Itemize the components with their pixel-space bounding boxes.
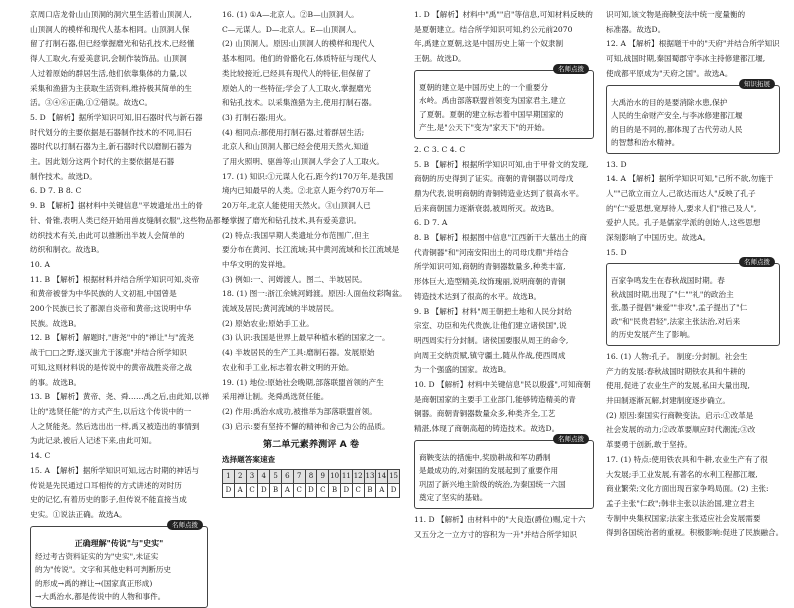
text-line: 和钻孔技术。以采集渔猎为主,使用打制石器。	[222, 98, 377, 108]
text-line: 留了打制石器,但已经掌握磨光和钻孔技术,已经懂	[30, 39, 195, 49]
text-line: 14. A 【解析】据所学知识可知,"己所不欲,勿施于	[606, 174, 774, 184]
tip-line: 的历史发展产生了影响。	[611, 330, 695, 340]
question-number-cell: 1	[223, 470, 235, 484]
text-line: 史实。①说法正确。故选A。	[30, 509, 127, 519]
tip-box-shang-yang	[414, 434, 594, 509]
text-line: 9. B 【解析】材料"周王朝把土地和人民分封给	[414, 306, 572, 316]
column-4-text-b	[606, 158, 780, 261]
text-line: C—元谋人。D—北京人。E—山顶洞人。	[222, 24, 361, 34]
answer-cell: D	[223, 484, 235, 498]
column-3-text-c	[414, 513, 594, 542]
tip-line: 是最成功的,对秦国的发展起到了重要作用	[419, 466, 559, 476]
text-line: 为一个强盛的国家。故选B。	[414, 365, 511, 375]
tip-box-tag: 名师点拨	[553, 64, 589, 74]
text-line: 山顶洞人的模样和现代人基本相同。山顶洞人保	[30, 24, 190, 34]
tip-line: 人民的生命财产安全,与李冰修建都江堰	[611, 111, 743, 121]
column-3-text-b	[414, 143, 594, 437]
answer-cell: C	[352, 484, 364, 498]
question-number-cell: 13	[364, 470, 376, 484]
tip-line: 奠定了坚实的基础。	[419, 493, 488, 503]
text-line: 12. A 【解析】根据题干中的"天府"并结合所学知识	[606, 39, 780, 49]
tip-line: 巩固了新兴地主阶级的统治,为秦国统一六国	[419, 479, 566, 489]
text-line: 10. A	[30, 259, 50, 269]
text-line: (3) 打制石器;用火。	[222, 112, 291, 122]
text-line: 井田制逐渐瓦解,封建制度逐步确立。	[606, 396, 730, 406]
tip-line: 的形成→禹的禅让→(国家真正形成)	[35, 578, 153, 588]
text-line: 1. D 【解析】材料中"禹""启"等信息,可知材料反映的	[414, 10, 593, 19]
text-line: 15. A 【解析】据所学知识可知,远古时期的神话与	[30, 465, 200, 475]
tip-box-body	[611, 96, 775, 150]
answer-cell: B	[329, 484, 341, 498]
answer-key-numbers	[223, 470, 400, 484]
text-line: 经掌握了磨光和钻孔技术,具有爱美意识。	[222, 215, 362, 225]
text-line: 人""己欲立而立人,己欲达而达人"反映了孔子	[606, 188, 756, 198]
text-line: 19. (1) 地位:原始社会晚期,部落联盟首领的产生	[222, 377, 384, 387]
text-line: (4) 相同点:都使用打制石器,过着群居生活;	[222, 127, 365, 137]
text-line: 2. C 3. C 4. C	[414, 144, 466, 154]
answer-key-grid	[222, 469, 400, 498]
text-line: 得到各国统治者的重视。积极影响:促进了民族融合。	[606, 528, 784, 538]
tip-line: 商鞅变法的措施中,奖励耕战和军功爵制	[419, 452, 551, 462]
text-line: 战于□□之野,遂灭蚩尤于涿鹿"并结合所学知识	[30, 348, 187, 358]
section-title: 第二单元素养测评 A 卷	[262, 439, 360, 451]
text-line: (2) 原始农业;原始手工业。	[222, 318, 314, 328]
tip-box-tag: 名师点拨	[167, 520, 203, 530]
text-line: 革要勇于创新,敢于坚持。	[606, 440, 692, 450]
answer-cell: D	[340, 484, 352, 498]
tip-line: 张,墨子提倡"兼爱""非攻",孟子提出了"仁	[611, 303, 748, 313]
tip-line: 的智慧和治水精神。	[611, 138, 680, 148]
text-line: 类比较接近,已经具有现代人的特征,但保留了	[222, 68, 372, 78]
text-line: 爱护人民。孔子是儒家学派的创始人,这些思想	[606, 218, 761, 228]
text-line: 史的记忆,有着历史的影子,但传说不能直接当成	[30, 495, 187, 505]
tip-box-legend-history	[30, 520, 208, 608]
text-line: 北京人和山顶洞人都已经会使用天然火,知道	[222, 142, 369, 152]
text-line: 王朝。故选D。	[414, 54, 466, 64]
text-line: 20万年,北京人能使用天然火。③山顶洞人已	[222, 201, 371, 211]
answer-cell: C	[293, 484, 305, 498]
text-line: 代青铜器"和"河南安阳出土的司母戊鼎"并结合	[414, 247, 569, 257]
tip-line: 大禹治水的目的是要消除水患,保护	[611, 97, 728, 107]
text-line: 纺织技术有关,由此可以推断出半坡人会简单的	[30, 230, 185, 240]
answer-cell: B	[364, 484, 376, 498]
text-line: 中华文明的发祥地。	[222, 259, 291, 269]
question-number-cell: 3	[246, 470, 258, 484]
tip-line: 夏朝的建立是中国历史上的一个重要分	[419, 82, 549, 92]
text-line: 6. D 7. A	[414, 218, 448, 228]
answer-cell: A	[376, 484, 388, 498]
answer-cell: C	[317, 484, 329, 498]
answer-cell: D	[305, 484, 317, 498]
text-line: 针、骨锥,表明人类已经开始用兽皮缝制衣服",这些物品都与	[30, 215, 229, 225]
text-line: (4) 半坡居民的生产工具:磨制石器。发展原始	[222, 348, 375, 358]
text-line: 孟子主张"仁政";韩非主张以法治国,建立君主	[606, 498, 755, 508]
text-line: (3) 启示:要有坚持不懈的精神和舍己为公的品质。	[222, 421, 390, 431]
tip-line: →大禹治水,都是传说中的人物和事件。	[35, 592, 166, 602]
text-line: 社会发展的动力;②改革要顺应时代潮流;③改	[606, 425, 756, 435]
column-2-text	[222, 8, 407, 434]
text-line: 5. B 【解析】根据所学知识可知,由于甲骨文的发现,	[414, 159, 589, 169]
text-line: 器时代以打制石器为主,新石器时代以磨制石器为	[30, 142, 192, 152]
tip-line: 秋战国时期,出现了"仁""礼"的政治主	[611, 289, 734, 299]
text-line: 了用火照明、驱兽等;山顶洞人学会了人工取火。	[222, 157, 385, 167]
answer-cell: A	[234, 484, 246, 498]
text-line: 明西周实行分封制。诸侯国要服从周王的命令,	[414, 335, 569, 345]
question-number-cell: 5	[270, 470, 282, 484]
text-line: 的"仁"爱思想,宽厚待人,要求人们"推己及人",	[606, 203, 757, 213]
answer-cell: B	[270, 484, 282, 498]
text-line: 时代划分的主要依据是石器制作技术的不同,旧石	[30, 127, 192, 137]
text-line: 产力的发展:春秋战国时期铁农具和牛耕的	[606, 366, 746, 376]
tip-box-tag: 名师点拨	[739, 257, 775, 267]
text-line: 年,禹建立夏朝,这是中国历史上第一个奴隶制	[414, 39, 564, 49]
text-line: 人过着原始的群居生活,他们依靠集体的力量,以	[30, 68, 187, 78]
text-line: 鼎为代表,说明商朝的青铜铸造业达到了很高水平。	[414, 188, 584, 198]
answer-cell: D	[258, 484, 270, 498]
question-number-cell: 10	[329, 470, 341, 484]
text-line: 商朝的历史得到了证实。商朝的青铜器以司母戊	[414, 174, 574, 184]
tip-box-body	[419, 451, 589, 505]
tip-box-body	[35, 550, 203, 604]
tip-box-tag: 知识拓展	[739, 79, 775, 89]
text-line: 5. D 【解析】据所学知识可知,旧石器时代与新石器	[30, 112, 203, 122]
text-line: 农业和手工业,标志着农耕文明的开始。	[222, 362, 354, 372]
question-number-cell: 2	[234, 470, 246, 484]
text-line: 是商朝国家的主要手工业部门,能够铸造精美的青	[414, 394, 576, 404]
text-line: 流域及居民;黄河流域的半坡居民。	[222, 304, 339, 314]
text-line: 可知,战国时期,秦国蜀郡守李冰主持修建都江堰,	[606, 54, 766, 64]
tip-line: 百家争鸣发生在春秋战国时期。春	[611, 276, 725, 286]
question-number-cell: 14	[376, 470, 388, 484]
text-line: 让的"选贤任能"的方式产生,以后这个传说中的一	[30, 406, 192, 416]
question-number-cell: 4	[258, 470, 270, 484]
tip-line: 水岭。禹由部落联盟首领变为国家君主,建立	[419, 96, 566, 106]
text-line: 14. C	[30, 451, 51, 461]
text-line: 向周王交纳贡赋,镇守疆土,随从作战,使西周成	[414, 350, 566, 360]
column-1	[30, 8, 229, 602]
text-line: 境内已知最早的人类。②北京人距今约70万年—	[222, 186, 384, 196]
answer-cell: A	[281, 484, 293, 498]
column-4	[606, 8, 784, 555]
text-line: 200个民族已长了都源自炎帝和黄帝;这说明中华	[30, 304, 192, 314]
text-line: (2) 原因:秦国实行商鞅变法。启示:①改革是	[606, 410, 754, 420]
text-line: 制作技术。故选D。	[30, 171, 97, 181]
text-line: 11. D 【解析】由材料中的"大良造(爵位)赐,定十六	[414, 514, 586, 524]
text-line: 专制中央集权国家;法家主张适应社会发展需要	[606, 513, 761, 523]
text-line: 精湛,体现了商朝高超的铸造技术。故选D。	[414, 424, 560, 434]
text-line: 民族。故选B。	[30, 318, 82, 328]
tip-line: 了夏朝。夏朝的建立标志着中国早期国家的	[419, 109, 564, 119]
text-line: 又五分之一立方寸的容积为一升"并结合所学知识	[414, 529, 577, 539]
column-2	[222, 8, 407, 555]
question-number-cell: 7	[293, 470, 305, 484]
answer-key-answers	[223, 484, 400, 498]
question-number-cell: 11	[340, 470, 352, 484]
text-line: 人之贤能尧。然后选出出一样,禹又被造出的事情到	[30, 421, 200, 431]
text-line: 8. B 【解析】根据图中信息"江西新干大墓出土的商	[414, 233, 588, 243]
text-line: 基本相同。他们的骨骼化石,体质特征与现代人	[222, 54, 377, 64]
question-number-cell: 9	[317, 470, 329, 484]
text-line: 16. (1) 人物:孔子。 制度:分封制。社会生	[606, 351, 748, 361]
question-number-cell: 8	[305, 470, 317, 484]
text-line: 12. B 【解析】解题时,"唐尧"中的"禅让"与"流尧	[30, 333, 194, 343]
text-line: 主。因此划分这两个时代的主要依据是石器	[30, 157, 175, 167]
answer-cell: C	[246, 484, 258, 498]
text-line: 使成都平原成为"天府之国"。故选A。	[606, 68, 733, 78]
text-line: 所学知识可知,商朝的青铜器数量多,种类丰富,	[414, 262, 566, 272]
tip-line: 产生,是"公天下"变为"家天下"的开始。	[419, 123, 550, 133]
text-line: (3) 例如:一、河姆渡人。图二、半坡居民。	[222, 274, 367, 284]
text-line: 为此记录,被后人记述下来,由此可知。	[30, 436, 157, 446]
text-line: 6. D 7. B 8. C	[30, 186, 82, 196]
text-line: 深刻影响了中国历史。故选A。	[606, 233, 711, 243]
column-4-text-c	[606, 350, 784, 541]
text-line: 铜器。商朝青铜器数量众多,种类齐全,工艺	[414, 409, 556, 419]
question-number-cell: 15	[388, 470, 400, 484]
tip-box-flood-control	[606, 79, 780, 154]
tip-box-xia-dynasty	[414, 64, 594, 139]
answer-key-subtitle: 选择题答案速查	[222, 455, 276, 465]
text-line: (3) 认识:我国是世界上最早种植水稻的国家之一。	[222, 333, 390, 343]
text-line: (2) 山顶洞人。原因:山顶洞人的模样和现代人	[222, 39, 375, 49]
text-line: 原始人的一些特征;学会了人工取火,掌握磨光	[222, 83, 372, 93]
text-line: 是夏朝建立。结合所学知识可知,约公元前2070	[414, 24, 573, 34]
text-line: 得人工取火,有爱美意识,会制作装饰品。山顶洞	[30, 54, 187, 64]
text-line: 13. D	[606, 159, 627, 169]
column-4-text-a	[606, 8, 780, 82]
tip-box-tag: 名师点拨	[553, 434, 589, 444]
text-line: 形体巨大,造型精美,纹饰瑰丽,说明商朝的青铜	[414, 277, 566, 287]
tip-box-body	[611, 274, 775, 342]
text-line: 15. D	[606, 247, 627, 257]
text-line: 商业繁荣;文化方面出现百家争鸣局面。(2) 主张:	[606, 484, 769, 494]
text-line: 9. B 【解析】据材料中关键信息"平坡遗址出土的骨	[30, 201, 204, 211]
question-number-cell: 12	[352, 470, 364, 484]
column-3	[414, 8, 594, 555]
answer-cell: D	[388, 484, 400, 498]
text-line: 标准器。故选D。	[606, 24, 666, 34]
text-line: 17. (1) 知识:①元谋人化石,距今约170万年,是我国	[222, 171, 394, 181]
text-line: 16. (1) ①A—北京人。②B—山顶洞人。	[222, 10, 359, 19]
tip-line: 的为"传说"。文字和其他史料可判断历史	[35, 565, 172, 575]
text-line: 17. (1) 特点:使用铁农具和牛耕,农业生产有了很	[606, 454, 768, 464]
text-line: 要分布在黄河、长江流域;其中黄河流域和长江流域是	[222, 245, 400, 255]
text-line: 宗室、功臣和先代贵族,让他们建立诸侯国",说	[414, 321, 567, 331]
text-line: 采集和渔猎为主获取生活资料,维持极其简单的生	[30, 83, 192, 93]
question-number-cell: 6	[281, 470, 293, 484]
text-line: 18. (1) 图一:浙江余姚河姆渡。原因:人面鱼纹彩陶盆。	[222, 289, 407, 299]
text-line: 的事。故选B。	[30, 377, 82, 387]
text-line: 京周口店龙骨山山顶洞的洞穴里生活着山顶洞人,	[30, 10, 192, 19]
tip-line: 经过考古资料证实的为"史实",未证实	[35, 551, 159, 561]
text-line: 使用,促进了农业生产的发展,私田大量出现,	[606, 381, 750, 391]
text-line: 铸造技术达到了很高的水平。故选B。	[414, 291, 542, 301]
text-line: 13. B 【解析】黄帝、尧、舜……禹之后,由此知,以禅	[30, 392, 210, 402]
text-line: 后来商朝国力逐渐衰弱,被周所灭。故选B。	[414, 203, 559, 213]
text-line: 大发展;手工业发展,有著名的水利工程都江堰,	[606, 469, 758, 479]
tip-line: 的目的是不同的,都体现了古代劳动人民	[611, 124, 743, 134]
text-line: 活。③④⑥正确,①②错误。故选C。	[30, 98, 153, 108]
text-line: 和黄帝被誉为中华民族的人文初祖,中国曾是	[30, 289, 177, 299]
column-1-text	[30, 8, 229, 523]
column-3-text-a	[414, 8, 594, 67]
tip-box-hundred-schools	[606, 258, 780, 346]
tip-line: 政"和"民贵君轻",法家主张法治,对后来	[611, 316, 741, 326]
text-line: 采用禅让制。尧舜禹选贤任能。	[222, 392, 329, 402]
text-line: 纺织和制衣。故选B。	[30, 245, 104, 255]
tip-box-title: 正确理解"传说"与"史实"	[74, 537, 164, 548]
text-line: (2) 作用:禹治水成功,被推举为部落联盟首领。	[222, 406, 377, 416]
text-line: 可知,这则材料说的是传说中的黄帝战胜炎帝之战	[30, 362, 192, 372]
text-line: 11. B 【解析】根据材料并结合所学知识可知,炎帝	[30, 274, 200, 284]
tip-box-body	[419, 81, 589, 135]
text-line: 识可知,该文物是商鞅变法中统一度量衡的	[606, 10, 746, 19]
text-line: (2) 特点:我国早期人类遗址分布范围广,但主	[222, 230, 370, 240]
text-line: 10. D 【解析】材料中关键信息"民以殷盛",可知商朝	[414, 380, 591, 390]
text-line: 传说是先民通过口耳相传的方式讲述的对时历	[30, 480, 182, 490]
